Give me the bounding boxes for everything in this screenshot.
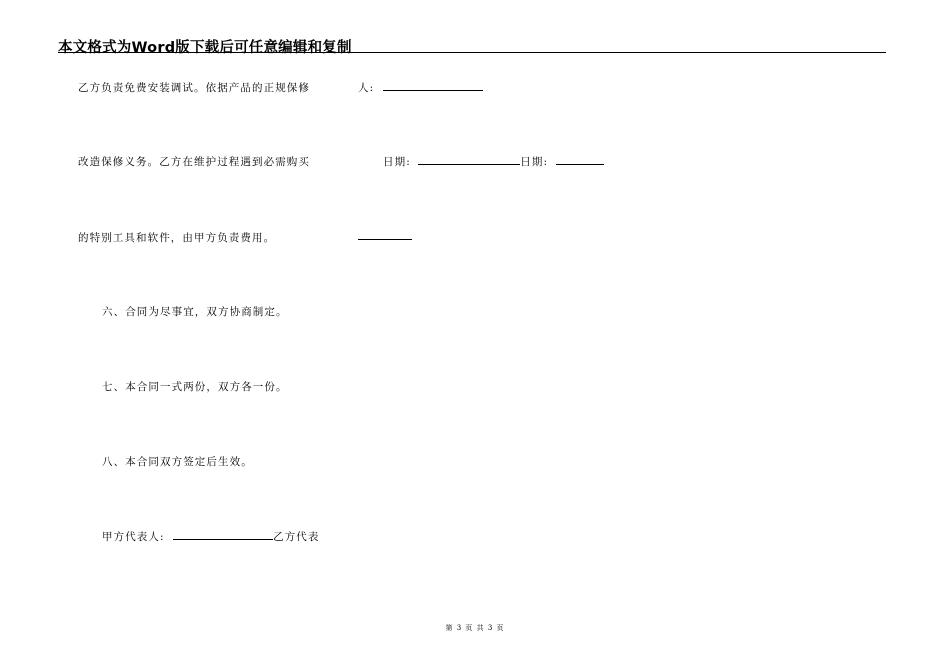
person-blank <box>383 81 483 91</box>
clause-6: 六、合同为尽事宜，双方协商制定。 <box>102 306 288 318</box>
clause-8: 八、本合同双方签定后生效。 <box>102 456 253 468</box>
party-b-rep-label: 乙方代表 <box>273 531 320 543</box>
body-line-1 <box>78 80 310 95</box>
person-label: 人: <box>358 82 375 94</box>
body-text-2: 改造保修义务。乙方在维护过程遇到必需购买 <box>78 156 310 168</box>
continuation-blank <box>358 230 412 243</box>
body-line-2 <box>78 154 310 169</box>
party-a-rep-label: 甲方代表人: <box>102 531 165 543</box>
date-line <box>383 154 604 169</box>
body-text-1: 乙方负责免费安装调试。依据产品的正规保修 <box>78 82 310 94</box>
party-a-rep-blank <box>173 530 273 540</box>
page-footer: 第 3 页 共 3 页 <box>445 624 505 632</box>
date-label-a: 日期: <box>383 156 411 168</box>
page-header-title: 本文格式为Word版下载后可任意编辑和复制 <box>58 40 352 56</box>
clause-7: 七、本合同一式两份，双方各一份。 <box>102 381 288 393</box>
body-text-3: 的特别工具和软件，由甲方负责费用。 <box>78 232 276 244</box>
date-blank-b <box>556 155 604 165</box>
signature-person-line <box>358 80 483 95</box>
representative-line <box>102 529 320 544</box>
body-line-3 <box>78 230 275 245</box>
date-label-b: 日期: <box>520 156 549 168</box>
header-rule <box>58 52 886 53</box>
date-blank-a <box>418 155 520 165</box>
